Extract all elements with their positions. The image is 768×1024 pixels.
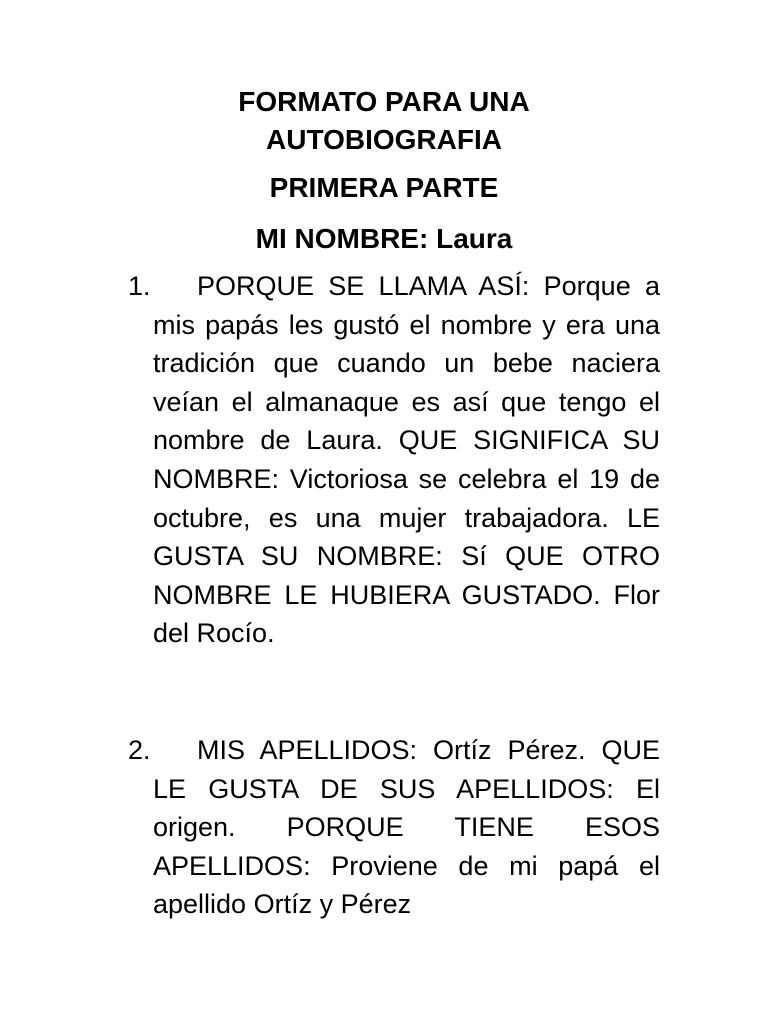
name-heading xyxy=(0,220,768,258)
name-value: Laura xyxy=(436,223,513,254)
name-label: MI NOMBRE: xyxy=(255,223,429,254)
title-line-1: FORMATO PARA UNA xyxy=(238,86,530,117)
list-item-text: PORQUE SE LLAMA ASÍ: Porque a mis papás les gustó el nombre y era una tradición que cuando un bebe naciera veían el almanaque es así que tengo el nombre de Laura. QUE SIGNIFICA SU NOMBRE: Victoriosa se celebra el 19 de octubre, es una mujer trabajadora. LE GUSTA SU NOMBRE: Sí QUE OTRO NOMBRE LE HUBIERA GUSTADO. Flor del Rocío. xyxy=(153,271,660,649)
list-item-2 xyxy=(128,731,660,924)
list-item-number: 1. xyxy=(128,271,151,301)
document-title xyxy=(0,83,768,159)
list-item-number: 2. xyxy=(128,735,151,765)
list-item-text: MIS APELLIDOS: Ortíz Pérez. QUE LE GUSTA DE SUS APELLIDOS: El origen. PORQUE TIENE ESOS APELLIDOS: Proviene de mi papá el apellido Ortíz y Pérez xyxy=(153,735,660,920)
title-line-2: AUTOBIOGRAFIA xyxy=(266,124,502,155)
section-heading: PRIMERA PARTE xyxy=(269,172,499,203)
list-item-1 xyxy=(128,267,660,653)
